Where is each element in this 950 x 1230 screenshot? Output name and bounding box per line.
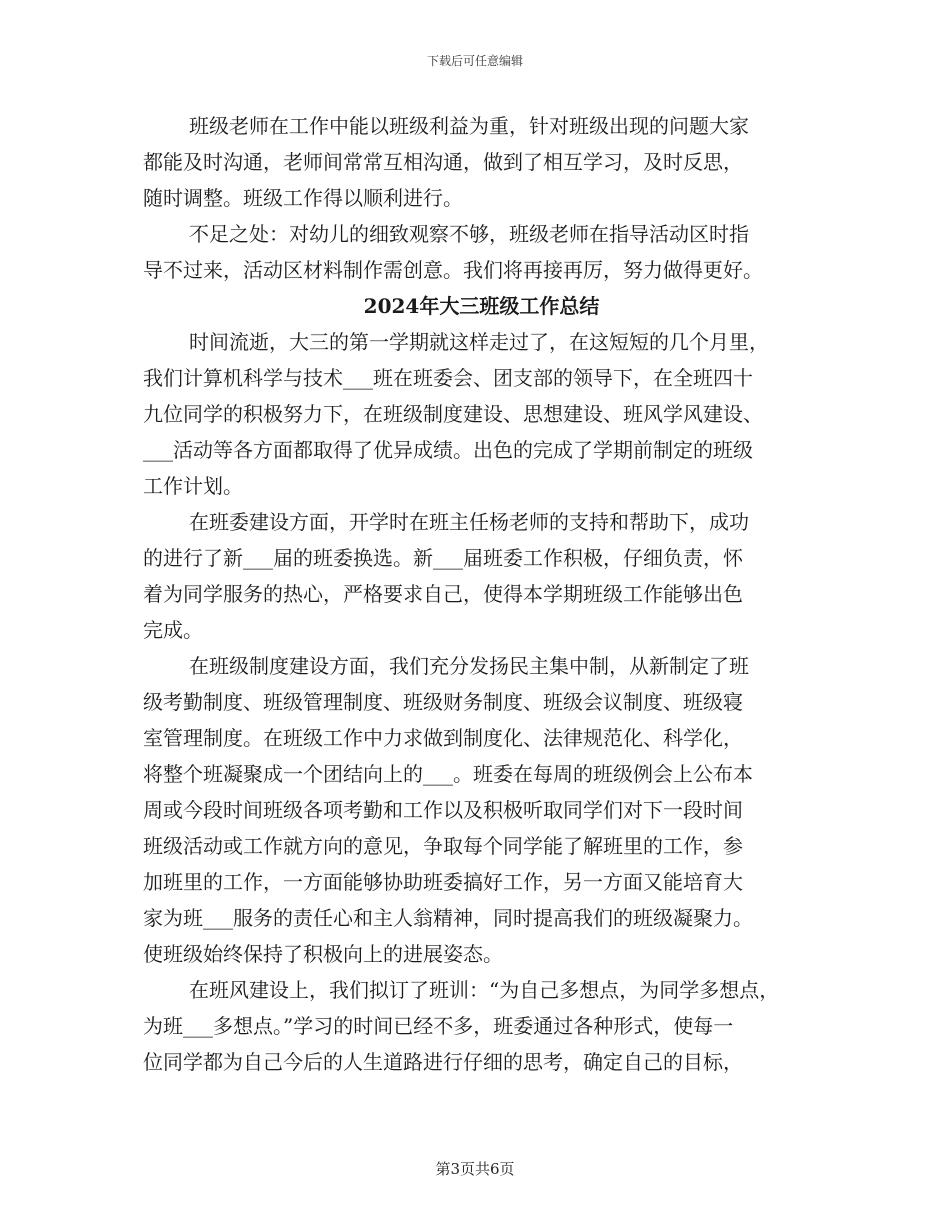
paragraph-line: 级考勤制度、班级管理制度、班级财务制度、班级会议制度、班级寝 [143,690,743,714]
document-body [143,108,815,1080]
paragraph-line: 我们计算机科学与技术___班在班委会、团支部的领导下，在全班四十 [143,366,753,390]
paragraph-line: 加班里的工作，一方面能够协助班委搞好工作，另一方面又能培育大 [143,870,743,894]
paragraph-line: 班级老师在工作中能以班级利益为重，针对班级出现的问题大家 [189,114,749,138]
paragraph-line: 导不过来，活动区材料制作需创意。我们将再接再厉，努力做得更好。 [143,258,763,282]
paragraph-line: 工作计划。 [143,474,243,498]
paragraph-line: 时间流逝，大三的第一学期就这样走过了，在这短短的几个月里， [189,330,769,354]
paragraph-line: 家为班___服务的责任心和主人翁精神，同时提高我们的班级凝聚力。 [143,906,753,930]
paragraph-line: 在班级制度建设方面，我们充分发扬民主集中制，从新制定了班 [189,654,749,678]
paragraph-line: 将整个班凝聚成一个团结向上的___。班委在每周的班级例会上公布本 [143,762,753,786]
paragraph-line: 在班风建设上，我们拟订了班训：“为自己多想点，为同学多想点， [189,978,780,1002]
paragraph-line: 着为同学服务的热心，严格要求自己，使得本学期班级工作能够出色 [143,582,743,606]
paragraph-line: 位同学都为自己今后的人生道路进行仔细的思考，确定自己的目标， [143,1050,743,1074]
paragraph-line: 班级活动或工作就方向的意见，争取每个同学能了解班里的工作，参 [143,834,743,858]
paragraph-line: 不足之处：对幼儿的细致观察不够，班级老师在指导活动区时指 [189,222,749,246]
paragraph-line: 完成。 [143,618,203,642]
paragraph-line: 都能及时沟通，老师间常常互相沟通，做到了相互学习，及时反思， [143,150,743,174]
paragraph-line: 为班___多想点。”学习的时间已经不多，班委通过各种形式，使每一 [143,1014,734,1038]
section-title: 2024年大三班级工作总结 [363,294,600,318]
page-header-note: 下载后可任意编辑 [426,54,523,68]
paragraph-line: 在班委建设方面，开学时在班主任杨老师的支持和帮助下，成功 [189,510,749,534]
paragraph-line: ___活动等各方面都取得了优异成绩。出色的完成了学期前制定的班级 [143,438,753,462]
paragraph-line: 随时调整。班级工作得以顺利进行。 [143,186,463,210]
paragraph-line: 的进行了新___届的班委换选。新___届班委工作积极，仔细负责，怀 [143,546,743,570]
paragraph-line: 周或今段时间班级各项考勤和工作以及积极听取同学们对下一段时间 [143,798,743,822]
paragraph-line: 九位同学的积极努力下，在班级制度建设、思想建设、班风学风建设、 [143,402,763,426]
paragraph-line: 使班级始终保持了积极向上的进展姿态。 [143,942,503,966]
paragraph-line: 室管理制度。在班级工作中力求做到制度化、法律规范化、科学化， [143,726,743,750]
page-number-footer: 第3页共6页 [435,1160,515,1178]
